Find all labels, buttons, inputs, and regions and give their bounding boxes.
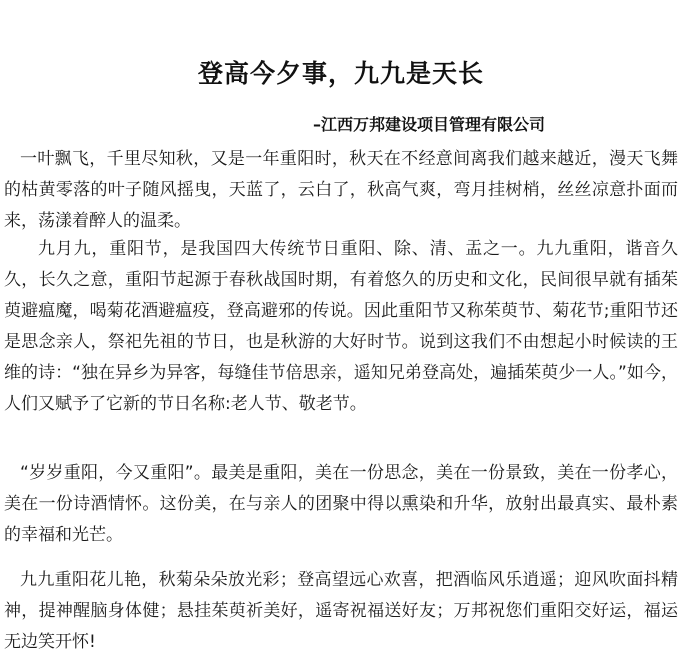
paragraph-beauty-of-chongyang: “岁岁重阳，今又重阳”。最美是重阳，美在一份思念，美在一份景致，美在一份孝心，美在一份诗酒情怀。这份美，在与亲人的团聚中得以熏染和升华，放射出最真实、最朴素的幸福和光芒。	[4, 463, 678, 545]
paragraph-blessing: 九九重阳花儿艳，秋菊朵朵放光彩；登高望远心欢喜，把酒临风乐逍遥；迎风吹面抖精神，提神醒脑身体健；悬挂茱萸祈美好，遥寄祝福送好友；万邦祝您们重阳交好运，福运无边笑开怀!	[4, 570, 678, 652]
paragraph-autumn-intro: 一叶飘飞，千里尽知秋，又是一年重阳时，秋天在不经意间离我们越来越近，漫天飞舞的枯黄零落的叶子随风摇曳，天蓝了，云白了，秋高气爽，弯月挂树梢，丝丝凉意扑面而来，荡漾着醉人的温柔。	[4, 149, 678, 231]
paragraph-festival-history: 九月九，重阳节，是我国四大传统节日重阳、除、清、盂之一。九九重阳，谐音久久，长久之意，重阳节起源于春秋战国时期，有着悠久的历史和文化，民间很早就有插茱萸避瘟魔，喝菊花酒避瘟疫，登高避邪的传说。因此重阳节又称茱萸节、菊花节;重阳节还是思念亲人，祭祀先祖的节日，也是秋游的大好时节。说到这我们不由想起小时候读的王维的诗：“独在异乡为异客，每缝佳节倍思亲，遥知兄弟登高处，遍插茱萸少一人。”如今，人们又赋予了它新的节日名称:老人节、敬老节。	[4, 239, 678, 414]
article-title: 登高今夕事，九九是天长	[197, 59, 484, 88]
article-byline: –江西万邦建设项目管理有限公司	[313, 115, 546, 134]
